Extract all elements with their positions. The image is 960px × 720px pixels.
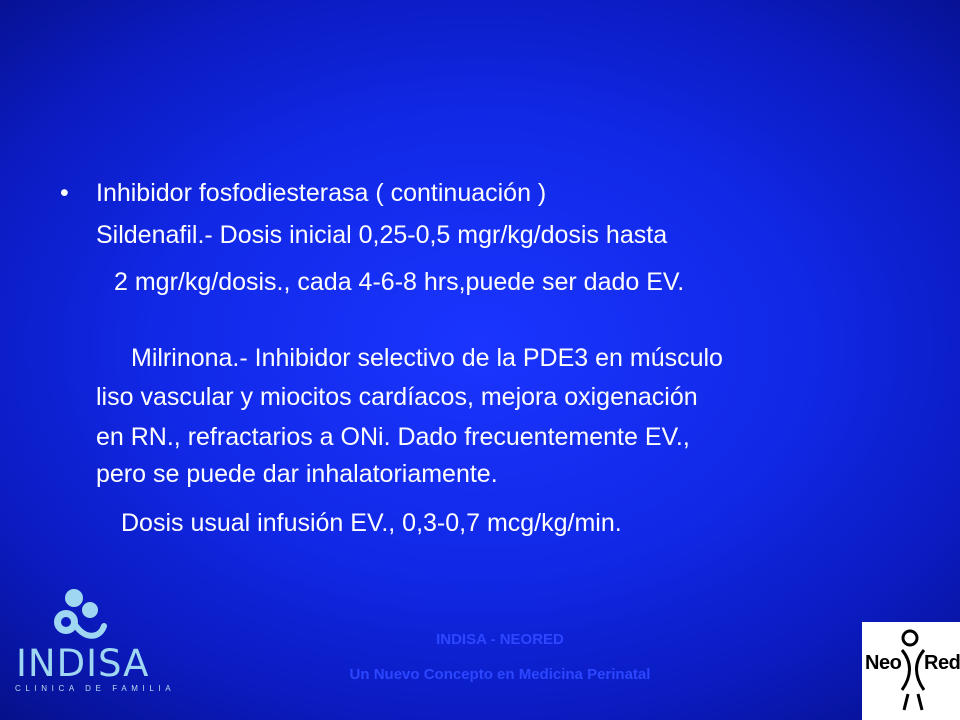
text-line-3: 2 mgr/kg/dosis., cada 4-6-8 hrs,puede ser dado EV.	[114, 268, 685, 296]
text-line-8: Dosis usual infusión EV., 0,3-0,7 mcg/kg/min.	[121, 509, 622, 537]
text-line-1: Inhibidor fosfodiesterasa ( continuación )	[96, 179, 547, 207]
indisa-logo	[10, 588, 176, 698]
indisa-emblem-icon	[46, 588, 116, 648]
bullet-marker: •	[60, 179, 69, 207]
indisa-tagline: CLINICA DE FAMILIA	[15, 684, 176, 693]
text-line-6: en RN., refractarios a ONi. Dado frecuentemente EV.,	[96, 423, 690, 451]
neored-left-text: Neo	[865, 652, 902, 674]
text-line-7: pero se puede dar inhalatoriamente.	[96, 460, 498, 488]
neored-right-text: Red	[924, 652, 960, 674]
text-line-4: Milrinona.- Inhibidor selectivo de la PDE3 en músculo	[131, 344, 723, 372]
indisa-wordmark: INDISA	[16, 642, 150, 685]
footer-line-1: INDISA - NEORED	[436, 631, 564, 648]
neored-logo	[862, 622, 960, 720]
text-line-2: Sildenafil.- Dosis inicial 0,25-0,5 mgr/kg/dosis hasta	[96, 221, 668, 249]
footer-line-2: Un Nuevo Concepto en Medicina Perinatal	[349, 666, 651, 683]
text-line-5: liso vascular y miocitos cardíacos, mejora oxigenación	[96, 383, 698, 411]
